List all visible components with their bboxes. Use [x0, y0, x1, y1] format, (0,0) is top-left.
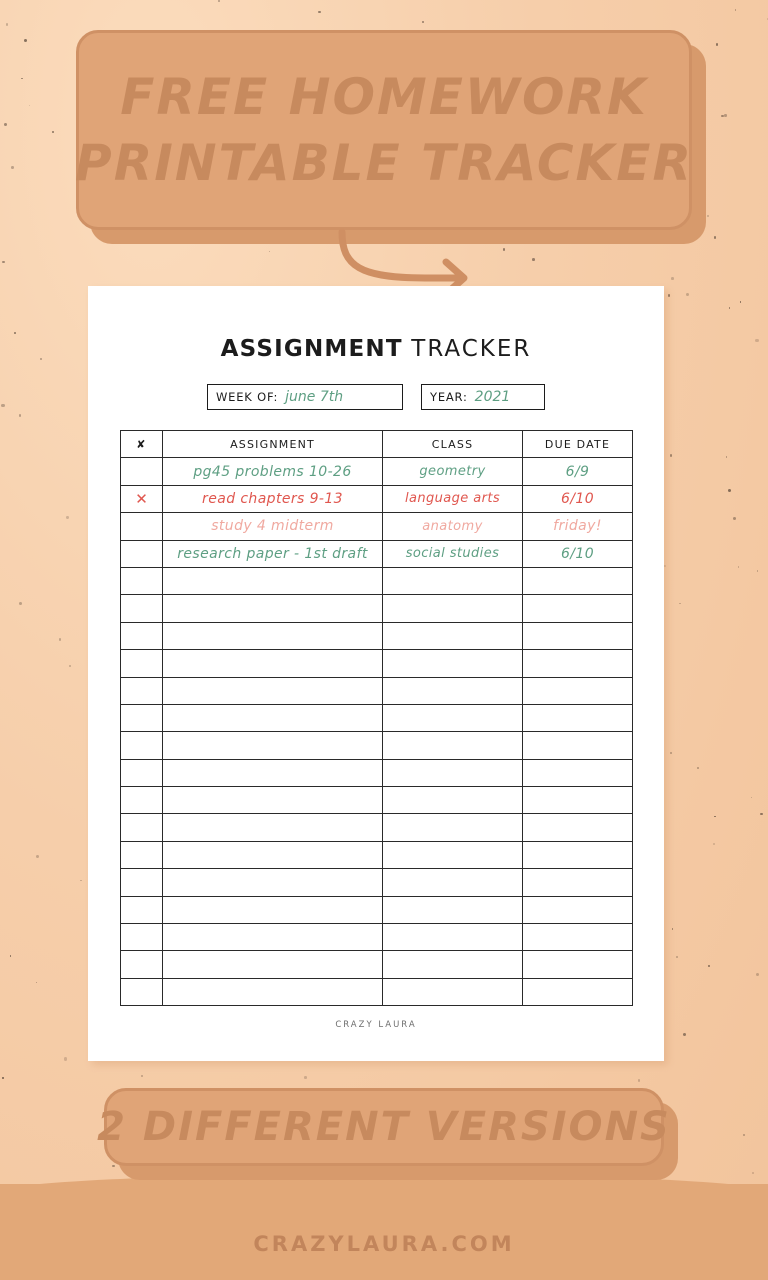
- row-class-cell[interactable]: [383, 924, 523, 951]
- row-due-date-cell[interactable]: 6/10: [523, 485, 633, 512]
- top-banner-line-2: PRINTABLE TRACKER: [75, 134, 693, 192]
- row-assignment-cell[interactable]: [163, 567, 383, 594]
- row-assignment-cell[interactable]: research paper - 1st draft: [163, 540, 383, 567]
- row-checkbox-cell[interactable]: [121, 677, 163, 704]
- row-class-cell[interactable]: [383, 595, 523, 622]
- week-of-field[interactable]: [207, 384, 403, 410]
- table-row[interactable]: [121, 978, 633, 1005]
- year-field[interactable]: [421, 384, 545, 410]
- row-checkbox-cell[interactable]: [121, 513, 163, 540]
- row-checkbox-cell[interactable]: [121, 869, 163, 896]
- row-class-cell[interactable]: anatomy: [383, 513, 523, 540]
- year-label: YEAR:: [430, 390, 468, 404]
- top-banner-line-1: FREE HOMEWORK: [120, 68, 648, 126]
- assignment-tracker-table: [120, 430, 633, 1006]
- table-header-row: [121, 431, 633, 458]
- row-checkbox-cell[interactable]: [121, 841, 163, 868]
- row-assignment-cell[interactable]: pg45 problems 10-26: [163, 458, 383, 485]
- row-due-date-cell[interactable]: 6/9: [523, 458, 633, 485]
- row-assignment-cell[interactable]: [163, 869, 383, 896]
- table-row[interactable]: [121, 677, 633, 704]
- row-due-date-cell[interactable]: [523, 978, 633, 1005]
- row-assignment-cell[interactable]: read chapters 9-13: [163, 485, 383, 512]
- row-assignment-cell[interactable]: [163, 677, 383, 704]
- row-checkbox-cell[interactable]: [121, 951, 163, 978]
- row-due-date-cell[interactable]: [523, 677, 633, 704]
- row-class-cell[interactable]: [383, 896, 523, 923]
- table-row[interactable]: [121, 567, 633, 594]
- row-checkbox-cell[interactable]: [121, 540, 163, 567]
- row-class-cell[interactable]: [383, 704, 523, 731]
- table-row[interactable]: [121, 951, 633, 978]
- row-class-cell[interactable]: [383, 869, 523, 896]
- row-assignment-cell[interactable]: [163, 924, 383, 951]
- table-row[interactable]: [121, 458, 633, 485]
- row-due-date-cell[interactable]: [523, 869, 633, 896]
- row-class-cell[interactable]: geometry: [383, 458, 523, 485]
- table-row[interactable]: [121, 924, 633, 951]
- row-due-date-cell[interactable]: [523, 814, 633, 841]
- row-assignment-cell[interactable]: [163, 787, 383, 814]
- row-class-cell[interactable]: [383, 951, 523, 978]
- table-row[interactable]: [121, 540, 633, 567]
- column-header-due-date: DUE DATE: [523, 431, 633, 458]
- row-checkbox-cell[interactable]: [121, 787, 163, 814]
- printable-sheet: [88, 286, 664, 1061]
- column-header-assignment: ASSIGNMENT: [163, 431, 383, 458]
- table-row[interactable]: [121, 650, 633, 677]
- table-row[interactable]: [121, 732, 633, 759]
- table-row[interactable]: [121, 896, 633, 923]
- row-due-date-cell[interactable]: [523, 622, 633, 649]
- row-checkbox-cell[interactable]: [121, 814, 163, 841]
- row-assignment-cell[interactable]: [163, 951, 383, 978]
- row-class-cell[interactable]: social studies: [383, 540, 523, 567]
- row-assignment-cell[interactable]: [163, 978, 383, 1005]
- table-row[interactable]: [121, 485, 633, 512]
- week-of-label: WEEK OF:: [216, 390, 279, 404]
- bottom-banner-text: 2 DIFFERENT VERSIONS: [97, 1104, 671, 1150]
- page-title-bold: ASSIGNMENT: [220, 336, 403, 362]
- row-assignment-cell[interactable]: [163, 704, 383, 731]
- row-checkbox-cell[interactable]: [121, 567, 163, 594]
- row-assignment-cell[interactable]: [163, 650, 383, 677]
- bottom-banner: [97, 1088, 671, 1166]
- row-assignment-cell[interactable]: study 4 midterm: [163, 513, 383, 540]
- sheet-footer-brand: CRAZY LAURA: [335, 1020, 417, 1031]
- row-assignment-cell[interactable]: [163, 896, 383, 923]
- row-due-date-cell[interactable]: [523, 951, 633, 978]
- row-checkbox-cell[interactable]: [121, 595, 163, 622]
- table-row[interactable]: [121, 787, 633, 814]
- row-assignment-cell[interactable]: [163, 841, 383, 868]
- week-of-value: june 7th: [285, 389, 344, 405]
- row-due-date-cell[interactable]: friday!: [523, 513, 633, 540]
- table-body: [121, 458, 633, 1006]
- row-class-cell[interactable]: [383, 814, 523, 841]
- row-checkbox-cell[interactable]: ✕: [121, 485, 163, 512]
- row-checkbox-cell[interactable]: [121, 458, 163, 485]
- row-checkbox-cell[interactable]: [121, 704, 163, 731]
- site-url: CRAZYLAURA.COM: [253, 1232, 515, 1256]
- row-due-date-cell[interactable]: [523, 732, 633, 759]
- row-due-date-cell[interactable]: [523, 759, 633, 786]
- row-due-date-cell[interactable]: [523, 841, 633, 868]
- table-row[interactable]: [121, 759, 633, 786]
- table-row[interactable]: [121, 513, 633, 540]
- row-due-date-cell[interactable]: [523, 595, 633, 622]
- row-checkbox-cell[interactable]: [121, 732, 163, 759]
- row-assignment-cell[interactable]: [163, 759, 383, 786]
- row-due-date-cell[interactable]: [523, 704, 633, 731]
- row-due-date-cell[interactable]: [523, 787, 633, 814]
- row-class-cell[interactable]: [383, 732, 523, 759]
- meta-row: [120, 384, 632, 410]
- row-due-date-cell[interactable]: 6/10: [523, 540, 633, 567]
- row-due-date-cell[interactable]: [523, 924, 633, 951]
- row-due-date-cell[interactable]: [523, 896, 633, 923]
- row-class-cell[interactable]: language arts: [383, 485, 523, 512]
- row-class-cell[interactable]: [383, 677, 523, 704]
- row-class-cell[interactable]: [383, 978, 523, 1005]
- column-header-check: ✘: [121, 431, 163, 458]
- table-row[interactable]: [121, 595, 633, 622]
- row-class-cell[interactable]: [383, 567, 523, 594]
- row-checkbox-cell[interactable]: [121, 759, 163, 786]
- table-row[interactable]: [121, 869, 633, 896]
- row-assignment-cell[interactable]: [163, 595, 383, 622]
- column-header-class: CLASS: [383, 431, 523, 458]
- row-checkbox-cell[interactable]: [121, 978, 163, 1005]
- row-checkbox-cell[interactable]: [121, 622, 163, 649]
- top-banner: [76, 30, 692, 230]
- table-row[interactable]: [121, 814, 633, 841]
- row-assignment-cell[interactable]: [163, 732, 383, 759]
- year-value: 2021: [474, 389, 511, 405]
- row-assignment-cell[interactable]: [163, 814, 383, 841]
- table-row[interactable]: [121, 622, 633, 649]
- page-title-light: TRACKER: [411, 336, 532, 362]
- row-due-date-cell[interactable]: [523, 650, 633, 677]
- row-class-cell[interactable]: [383, 759, 523, 786]
- row-class-cell[interactable]: [383, 787, 523, 814]
- table-row[interactable]: [121, 841, 633, 868]
- table-row[interactable]: [121, 704, 633, 731]
- row-checkbox-cell[interactable]: [121, 896, 163, 923]
- row-checkbox-cell[interactable]: [121, 924, 163, 951]
- page-title: [120, 336, 632, 362]
- row-class-cell[interactable]: [383, 622, 523, 649]
- row-class-cell[interactable]: [383, 650, 523, 677]
- row-checkbox-cell[interactable]: [121, 650, 163, 677]
- row-class-cell[interactable]: [383, 841, 523, 868]
- row-due-date-cell[interactable]: [523, 567, 633, 594]
- row-assignment-cell[interactable]: [163, 622, 383, 649]
